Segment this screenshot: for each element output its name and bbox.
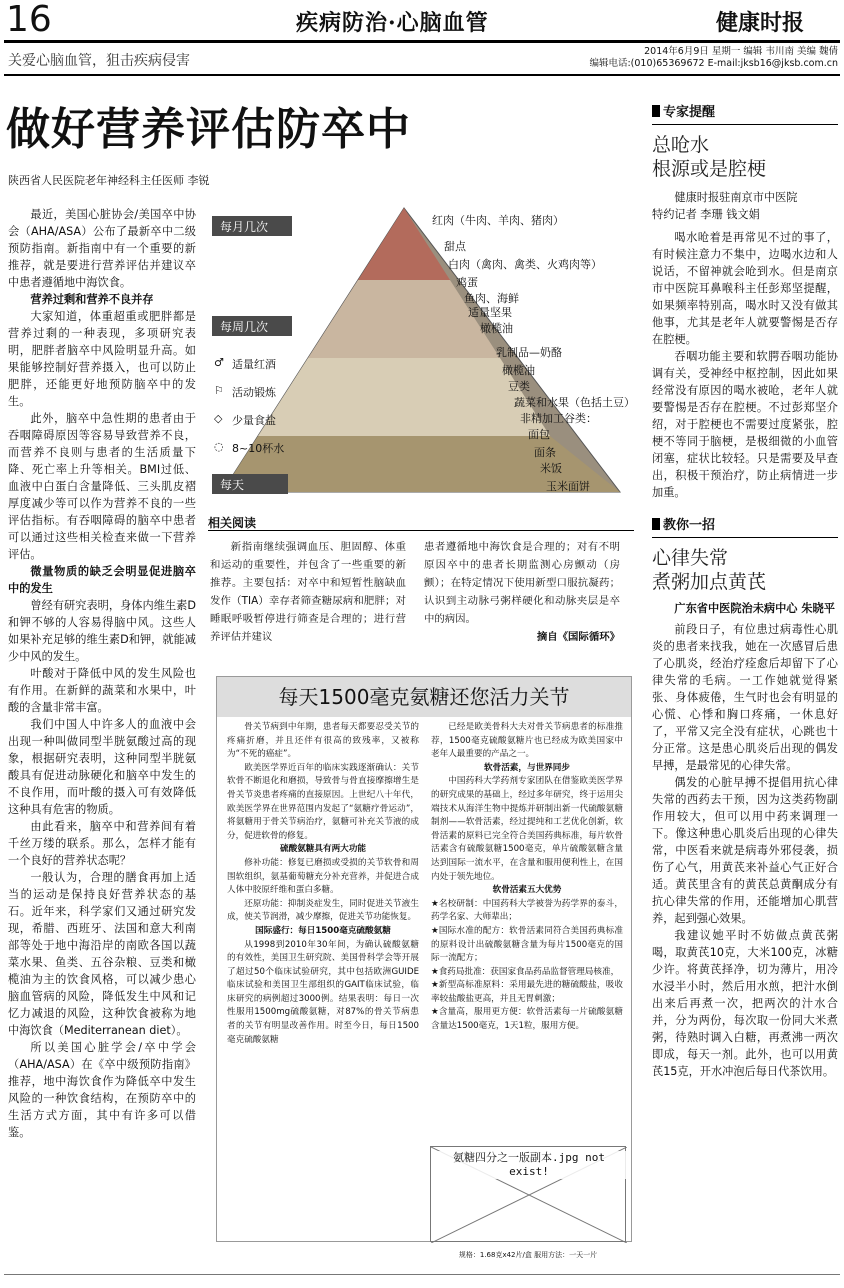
food-label: 玉米面饼 (546, 480, 590, 493)
section-rule (652, 537, 838, 538)
box-subheading: 硫酸氨糖具有两大功能 (280, 844, 366, 855)
water-glass-icon: ◌ (214, 440, 224, 453)
paragraph: 我建议她平时不妨做点黄芪粥喝，取黄芪10克，大米100克，冰糖少许。将黄芪择净，切为薄片，用冷水浸半小时，然后用水煎，把汁水倒出来后再煮一次，把两次的汁水合并，分为两份，每次取一份同大米煮粥，待熟时调入白糖，再煮沸一两次即成，每天一剂。此外，也可以用黄芪15克，开水冲泡后每日代茶饮用。 (652, 929, 838, 1078)
food-label: 非精加工谷类： (520, 412, 597, 425)
box-subheading: 软骨活素，与世界同步 (484, 762, 570, 773)
box-paragraph: 还原功能：抑制炎症发生，同时促进关节液生成，使关节润滑，减少摩擦，促进关节功能恢复。 (227, 898, 419, 923)
box-paragraph: 修补功能：修复已磨损或受损的关节软骨和周围软组织，氨基葡萄糖充分补充营养，并促进合成人体中胶原纤维和蛋白多糖。 (227, 857, 419, 896)
box-paragraph: 欧美医学界近百年的临床实践逐渐确认：关节软骨不断退化和磨损，导致骨与骨直接摩擦增生是骨关节炎患者疼痛的直接原因。上世纪八十年代，欧美医学界在世界范围内发起了“氨糖疗骨运动”，将氨糖用于骨关节病治疗，氨糖可补充关节液的成分，促进软骨的修复。 (227, 762, 419, 841)
lifestyle-label: 8~10杯水 (232, 442, 285, 455)
food-label: 甜点 (444, 240, 466, 253)
band-weekly (208, 316, 634, 336)
band-label: 每天 (212, 474, 288, 494)
paragraph: 所以美国心脏学会/卒中学会（AHA/ASA）在《卒中级预防指南》推荐，地中海饮食作为降低卒中发生风险的一种饮食结构，在预防卒中的生活方式方面，其中有许多可以借鉴。 (8, 1041, 196, 1139)
article-title: 总呛水 (652, 134, 710, 156)
paragraph: 一般认为，合理的膳食再加上适当的运动是保持良好营养状态的基石。近年来，科学家们又通过研究发现，希腊、西班牙、法国和意大利南部等处于地中海沿岸的南欧各国以蔬菜水果、鱼类、五谷杂粮、豆类和橄榄油为主的饮食风格，可以减少患心脑血管病的风险，降低发生中风和记忆力减退的风险，这种饮食被称为地中海饮食（Mediterranean diet）。 (8, 871, 196, 1037)
date-line: 2014年6月9日 星期一 编辑 韦川南 美编 魏倩 (644, 46, 838, 57)
box-bullet: ★食药局批准：获国家食品药品监督管理局核准， (431, 966, 620, 977)
section-label-tip: 教你一招 (652, 517, 838, 534)
paragraph: 前段日子，有位患过病毒性心肌炎的患者来找我，她在一次感冒后患了心肌炎，经治疗痊愈后却留下了心律失常的毛病。一工作她就觉得紧张、身体疲倦，生气时也会有明显的心慌、心悸和胸口疼痛，一休息好了，平常又完全没有症状，心跳也十分正常。这是患心肌炎后出现的偶发早搏，是最常见的心律失常。 (652, 623, 838, 772)
header-rule (4, 40, 840, 43)
paragraph: 吞咽功能主要和软腭吞咽功能协调有关，受神经中枢控制，因此如果经常没有原因的喝水被呛，老年人就要警惕是否存在腔梗。不过彭郑坚介绍，对于腔梗也不需要过度紧张，腔梗不等同于脑梗，是极细微的小血管闭塞，症状比较轻。只是需要及早查出，积极干预治疗，防止病情进一步加重。 (652, 350, 838, 499)
band-monthly (208, 216, 634, 236)
food-label: 白肉（禽肉、禽类、火鸡肉等） (448, 258, 602, 271)
lifestyle-label: 适量红酒 (232, 358, 276, 371)
food-label: 鸡蛋 (456, 276, 478, 289)
related-reading-title: 相关阅读 (208, 516, 257, 530)
related-source: 摘自《国际循环》 (536, 631, 620, 643)
box-bullet: ★新型高标准原料：采用最先进的糖硫酸盐，吸收率较盐酸盐更高，并且无胃刺激； (431, 980, 623, 1004)
box-col-1 (227, 721, 419, 1047)
pyramid-graphic (208, 206, 634, 502)
box-paragraph: 从1998到2010年30年间，为确认硫酸氨糖的有效性，美国卫生研究院、美国骨科学会等开展了超过50个临床试验研究，其中包括欧洲GUIDE临床试验和美国卫生部组织的GAIT临床试验，临床研究的病例超过3000例。结果表明：每日一次性服用1500mg硫酸氨糖，对87%的骨关节病患者的关节有明显改善作用。时至今日，每日1500毫克硫酸氨糖 (227, 939, 419, 1045)
band-label: 每月几次 (212, 216, 292, 236)
product-footnote: 规格：1.68克x42片/盒 服用方法：一天一片 (458, 1251, 598, 1259)
box-bullet: ★名校研制：中国药科大学被誉为药学界的泰斗，药学名家、大师辈出； (431, 898, 623, 923)
box-title: 每天1500毫克氨糖还您活力关节 (217, 677, 631, 717)
food-label: 橄榄油 (480, 322, 513, 335)
food-label: 适量坚果 (468, 306, 512, 319)
page-number: 16 (6, 0, 52, 40)
food-label: 蔬菜和水果（色括土豆） (514, 396, 635, 409)
main-article-body (8, 206, 196, 1141)
main-byline: 陕西省人民医院老年神经科主任医师 李锐 (8, 174, 210, 187)
paragraph: 由此看来，脑卒中和营养间有着千丝万缕的联系。那么，怎样才能有一个良好的营养状态呢？ (8, 820, 196, 867)
paragraph: 叶酸对于降低中风的发生风险也有作用。在新鲜的蔬菜和水果中，叶酸的含量非常丰富。 (8, 667, 196, 714)
lifestyle-label: 活动锻炼 (232, 386, 276, 399)
food-label: 橄榄油 (502, 364, 535, 377)
bottom-rule (4, 1274, 840, 1275)
main-headline: 做好营养评估防卒中 (6, 104, 411, 155)
paragraph: 偶发的心脏早搏不提倡用抗心律失常的西药去干预，因为这类药物副作用较大，但可以用中药来调理一下。像这种患心肌炎后出现的心律失常，中医看来就是病毒外邪侵袭，损伤了心气，用黄芪来补益心气正好合适。黄芪里含有的黄芪总黄酮成分有抗心律失常的作用，还能增加心肌营养，起到强心效果。 (652, 776, 838, 925)
food-label: 面条 (534, 446, 556, 459)
missing-image-placeholder (430, 1146, 626, 1242)
article-byline: 健康时报驻南京市中医院 (674, 191, 798, 204)
article-byline: 广东省中医院治未病中心 朱晓平 (674, 602, 835, 615)
related-col-1: 新指南继续强调血压、胆固醇、体重和运动的重要性，并包含了一些重要的新推荐。主要包括：对卒中和短暂性脑缺血发作（TIA）幸存者筛查糖尿病和肥胖；对睡眠呼吸暂停进行筛查是合理的；进行营养评估并建议 (210, 541, 406, 643)
related-col-2-text: 患者遵循地中海饮食是合理的；对有不明原因卒中的患者长期监测心房颤动（房颤）；在特定情况下使用新型口服抗凝药；认识到主动脉弓粥样硬化和动脉夹层是卒中的病因。 (424, 541, 620, 625)
paragraph: 最近，美国心脏协会/美国卒中协会（AHA/ASA）公布了最新卒中二级预防指南。新指南中有一个重要的新推荐，就是要进行营养评估并建议卒中患者遵循地中海饮食。 (8, 208, 196, 289)
box-paragraph: 已经是欧美骨科大夫对骨关节病患者的标准推荐，1500毫克硫酸氨糖片也已经成为欧美国家中老年人最重要的产品之一。 (431, 722, 623, 760)
article-byline: 特约记者 李珊 钱文娟 (652, 208, 760, 221)
box-subheading: 软骨活素五大优势 (492, 885, 562, 896)
issue-info (580, 46, 838, 70)
food-label: 红肉（牛肉、羊肉、猪肉） (432, 214, 564, 227)
contact-line: 编辑电话:(010)65369672 E-mail:jksb16@jksb.com.cn (589, 58, 838, 69)
paragraph: 曾经有研究表明，身体内维生素D和钾不够的人容易得脑中风。这些人如果补充足够的维生素D和钾，就能减少中风的发生。 (8, 599, 196, 663)
related-col-2 (424, 538, 620, 646)
lifestyle-label: 少量食盐 (232, 414, 276, 427)
band-label: 每周几次 (212, 316, 292, 336)
subheading: 营养过剩和营养不良并存 (30, 293, 154, 306)
section-rule (652, 124, 838, 125)
newspaper-logo: 健康时报 (716, 10, 805, 36)
box-bullet: ★国际水准的配方：软骨活素同符合美国药典标准的原料设计出硫酸氨糖含量为每片1500毫克的国际一流配方； (431, 925, 623, 964)
food-label: 鱼肉、海鲜 (464, 292, 519, 305)
article-title: 根源或是腔梗 (652, 158, 767, 180)
section-slogan: 关爱心脑血管，狙击疾病侵害 (8, 53, 190, 69)
food-pyramid (208, 206, 634, 502)
related-rule (208, 530, 634, 531)
image-caption: 氨糖四分之一版副本.jpg not exist! (431, 1151, 627, 1179)
section-title: 疾病防治·心脑血管 (296, 10, 489, 36)
paragraph: 大家知道，体重超重或肥胖都是营养过剩的一种表现，多项研究表明，肥胖者脑卒中风险明显升高。如果能够控制好营养摄入，也可以防止肥胖，还能更好地预防脑卒中的发生。 (8, 310, 196, 408)
food-label: 豆类 (508, 380, 530, 393)
box-col-2 (431, 721, 623, 1034)
article-title: 煮粥加点黄芪 (652, 571, 767, 593)
box-bullet: ★含量高，服用更方便：软骨活素每一片硫酸氨糖含量达1500毫克，1天1粒，服用方便。 (431, 1007, 623, 1032)
running-icon: ⚐ (214, 384, 224, 397)
paragraph: 我们中国人中许多人的血液中会出现一种叫做同型半胱氨酸过高的现象，根据研究表明，这种同型半胱氨酸具有促进动脉硬化和脑卒中发生的不良作用，而叶酸的摄入可有效降低这种具有危害的物质。 (8, 718, 196, 816)
section-label-expert: 专家提醒 (652, 104, 838, 121)
box-subheading: 国际盛行：每日1500毫克硫酸氨糖 (255, 925, 391, 936)
food-label: 乳制品—奶酪 (496, 346, 562, 359)
paragraph: 此外，脑卒中急性期的患者由于吞咽障碍原因等容易导致营养不良，而营养不良则与患者的生活质量下降、死亡率上升等相关。BMI过低、血液中白蛋白含量降低、三头肌皮褶厚度减少等可以作为营养不良的一些评估指标。有吞咽障碍的脑卒中患者可以通过这些相关检查来做一下营养评估。 (8, 412, 196, 561)
box-paragraph: 骨关节病到中年期，患者每天都要忍受关节的疼痛折磨，并且还伴有很高的致残率，又被称为“不死的癌症”。 (227, 722, 419, 760)
subheading: 微量物质的缺乏会明显促进脑卒中的发生 (8, 565, 196, 595)
food-label: 面包 (528, 428, 550, 441)
salt-icon: ◇ (214, 412, 223, 425)
header-rule-bottom (4, 74, 840, 76)
box-paragraph: 中国药科大学药剂专家团队在借鉴欧美医学界的研究成果的基础上，经过多年研究，终于运用尖端技术从海洋生物中提炼并研制出新一代硫酸氨糖制剂——软骨活素，经过提纯和工艺优化创新，软骨活素的原料已完全符合美国药典标准，每片软骨活素含有硫酸氨糖1500毫克，单片硫酸氨糖含量达到国际一流水平，在含量和服用便利性上，在国内处于领先地位。 (431, 776, 623, 882)
food-label: 米饭 (540, 462, 562, 475)
article-title: 心律失常 (652, 547, 729, 569)
right-column (652, 104, 838, 1080)
wine-icon: ♂ (214, 356, 224, 369)
paragraph: 喝水呛着是再常见不过的事了，有时候注意力不集中，边喝水边和人说话，不留神就会呛到水。但是南京市中医院耳鼻喉科主任彭郑坚提醒，如果频率特别高，喝水时又没有做其他事，尤其是老年人就要警惕是否存在腔梗。 (652, 231, 838, 346)
